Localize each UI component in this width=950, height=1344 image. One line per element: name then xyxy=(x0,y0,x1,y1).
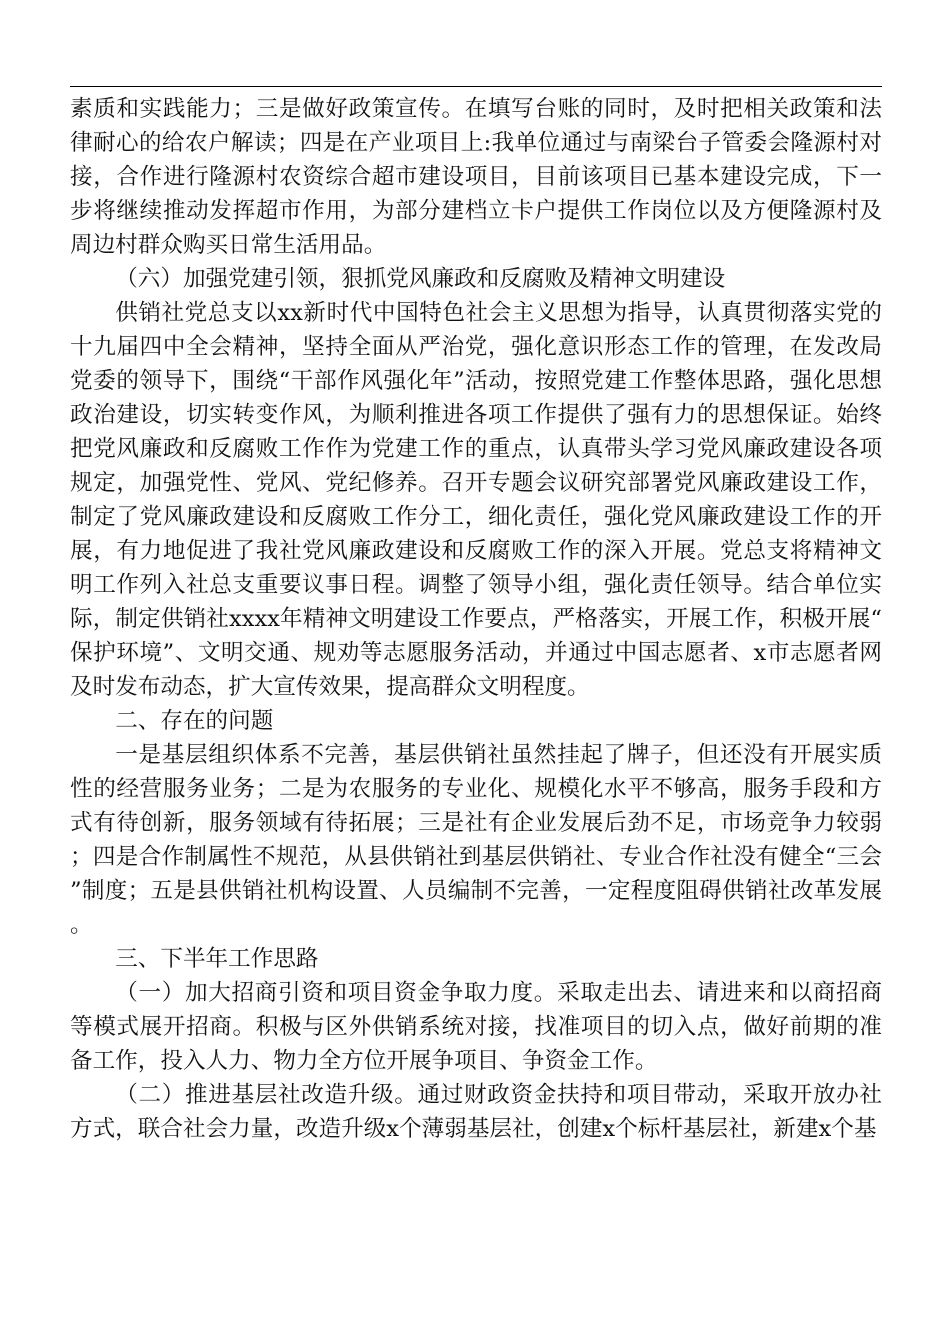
paragraph-party-building: 供销社党总支以xx新时代中国特色社会主义思想为指导，认真贯彻落实党的十九届四中全会精神，坚持全面从严治党，强化意识形态工作的管理，在发改局党委的领导下，围绕“干部作风强化年”活动，按照党建工作整体思路，强化思想政治建设，切实转变作风，为顺利推进各项工作提供了强有力的思想保证。始终把党风廉政和反腐败工作作为党建工作的重点，认真带头学习党风廉政建设各项规定，加强党性、党风、党纪修养。召开专题会议研究部署党风廉政建设工作，制定了党风廉政建设和反腐败工作分工，细化责任，强化党风廉政建设工作的开展，有力地促进了我社党风廉政建设和反腐败工作的深入开展。党总支将精神文明工作列入社总支重要议事日程。调整了领导小组，强化责任领导。结合单位实际，制定供销社xxxx年精神文明建设工作要点，严格落实，开展工作，积极开展“保护环境”、文明交通、规劝等志愿服务活动，并通过中国志愿者、x市志愿者网及时发布动态，扩大宣传效果，提高群众文明程度。 xyxy=(70,300,882,700)
section-heading-problems: 二、存在的问题 xyxy=(115,708,274,734)
section-heading-six: （六）加强党建引领，狠抓党风廉政和反腐败及精神文明建设 xyxy=(115,266,726,292)
paragraph-problems: 一是基层组织体系不完善，基层供销社虽然挂起了牌子，但还没有开展实质性的经营服务业务；二是为农服务的专业化、规模化水平不够高，服务手段和方式有待创新，服务领域有待拓展；三是社有企业发展后劲不足，市场竞争力较弱；四是合作制属性不规范，从县供销社到基层供销社、专业合作社没有健全“三会”制度；五是县供销社机构设置、人员编制不完善，一定程度阻碍供销社改革发展。 xyxy=(70,742,882,938)
section-heading-plan: 三、下半年工作思路 xyxy=(115,946,319,972)
paragraph-plan-two: （二）推进基层社改造升级。通过财政资金扶持和项目带动，采取开放办社方式，联合社会力量，改造升级x个薄弱基层社，创建x个标杆基层社，新建x个基 xyxy=(70,1082,882,1142)
paragraph-plan-one: （一）加大招商引资和项目资金争取力度。采取走出去、请进来和以商招商等模式展开招商。积极与区外供销系统对接，找准项目的切入点，做好前期的准备工作，投入人力、物力全方位开展争项目、争资金工作。 xyxy=(70,980,882,1074)
document-body xyxy=(70,92,882,1146)
header-rule xyxy=(70,86,882,87)
paragraph-continuation: 素质和实践能力；三是做好政策宣传。在填写台账的同时，及时把相关政策和法律耐心的给农户解读；四是在产业项目上:我单位通过与南梁台子管委会隆源村对接，合作进行隆源村农资综合超市建设项目，目前该项目已基本建设完成，下一步将继续推动发挥超市作用，为部分建档立卡户提供工作岗位以及方便隆源村及周边村群众购买日常生活用品。 xyxy=(70,96,882,258)
